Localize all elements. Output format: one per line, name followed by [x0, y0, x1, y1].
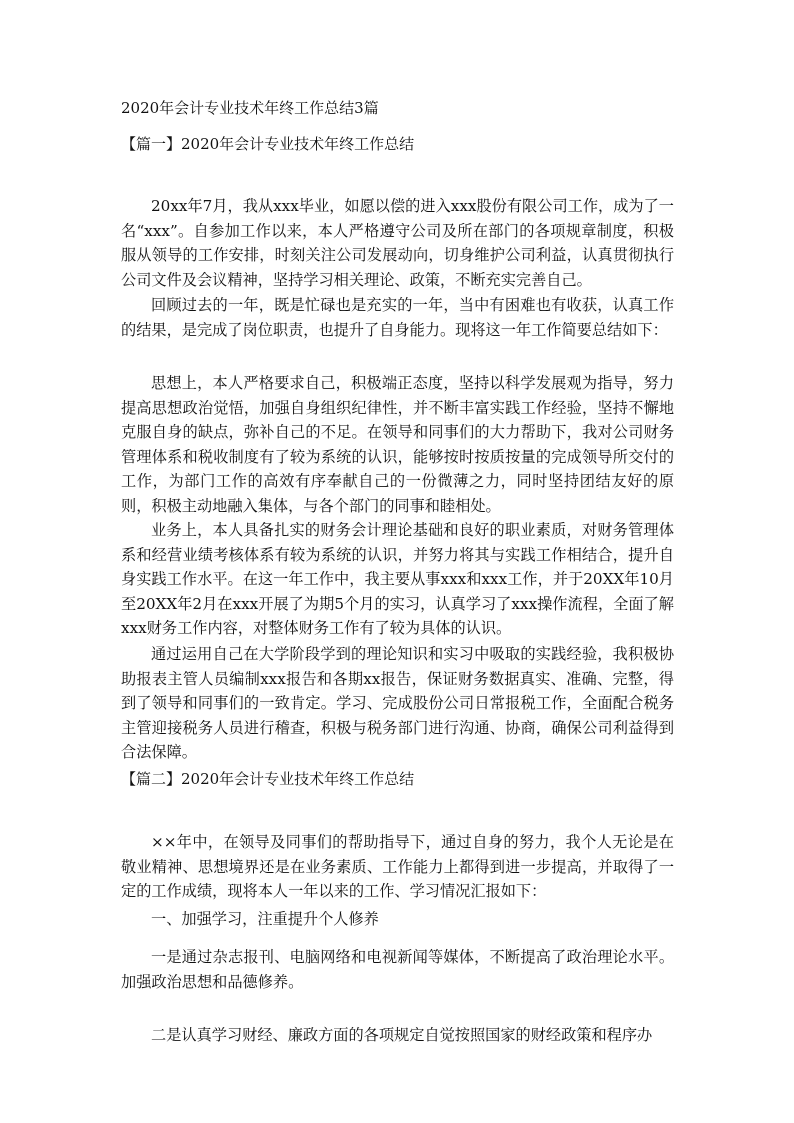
section-1-paragraph-2: 回顾过去的一年，既是忙碌也是充实的一年，当中有困难也有收获，认真工作的结果，是完成了岗位职责，也提升了自身能力。现将这一年工作简要总结如下：	[121, 296, 674, 339]
section-2-heading: 【篇二】2020年会计专业技术年终工作总结	[121, 770, 415, 788]
section-2-paragraph-1: ××年中，在领导及同事们的帮助指导下，通过自身的努力，我个人无论是在敬业精神、思想境界还是在业务素质、工作能力上都得到进一步提高，并取得了一定的工作成绩，现将本人一年以来的工作、学习情况汇报如下：	[121, 833, 674, 901]
section-2-paragraph-3: 一是通过杂志报刊、电脑网络和电视新闻等媒体，不断提高了政治理论水平。加强政治思想和品德修养。	[121, 948, 674, 991]
section-2-paragraph-2: 一、加强学习，注重提升个人修养	[151, 910, 379, 928]
section-1-paragraph-1: 20xx年7月，我从xxx毕业，如愿以偿的进入xxx股份有限公司工作，成为了一名“xxx”。自参加工作以来，本人严格遵守公司及所在部门的各项规章制度，积极服从领导的工作安排，时刻关注公司发展动向，切身维护公司利益，认真贯彻执行公司文件及会议精神，坚持学习相关理论、政策，不断充实完善自己。	[121, 197, 674, 289]
document-title: 2020年会计专业技术年终工作总结3篇	[121, 99, 379, 117]
section-1-paragraph-4: 业务上，本人具备扎实的财务会计理论基础和良好的职业素质，对财务管理体系和经营业绩考核体系有较为系统的认识，并努力将其与实践工作相结合，提升自身实践工作水平。在这一年工作中，我主要从事xxx和xxx工作，并于20XX年10月至20XX年2月在xxx开展了为期5个月的实习，认真学习了xxx操作流程，全面了解xxx财务工作内容，对整体财务工作有了较为具体的认识。	[121, 521, 674, 638]
section-2-paragraph-4: 二是认真学习财经、廉政方面的各项规定自觉按照国家的财经政策和程序办	[151, 1026, 653, 1044]
section-1-heading: 【篇一】2020年会计专业技术年终工作总结	[121, 135, 415, 153]
section-1-paragraph-3: 思想上，本人严格要求自己，积极端正态度，坚持以科学发展观为指导，努力提高思想政治觉悟，加强自身组织纪律性，并不断丰富实践工作经验，坚持不懈地克服自身的缺点，弥补自己的不足。在领导和同事们的大力帮助下，我对公司财务管理体系和税收制度有了较为系统的认识，能够按时按质按量的完成领导所交付的工作，为部门工作的高效有序奉献自己的一份微薄之力，同时坚持团结友好的原则，积极主动地融入集体，与各个部门的同事和睦相处。	[121, 374, 674, 515]
section-1-paragraph-5: 通过运用自己在大学阶段学到的理论知识和实习中吸取的实践经验，我积极协助报表主管人员编制xxx报告和各期xx报告，保证财务数据真实、准确、完整，得到了领导和同事们的一致肯定。学习、完成股份公司日常报税工作，全面配合税务主管迎接税务人员进行稽查，积极与税务部门进行沟通、协商，确保公司利益得到合法保障。	[121, 645, 674, 762]
